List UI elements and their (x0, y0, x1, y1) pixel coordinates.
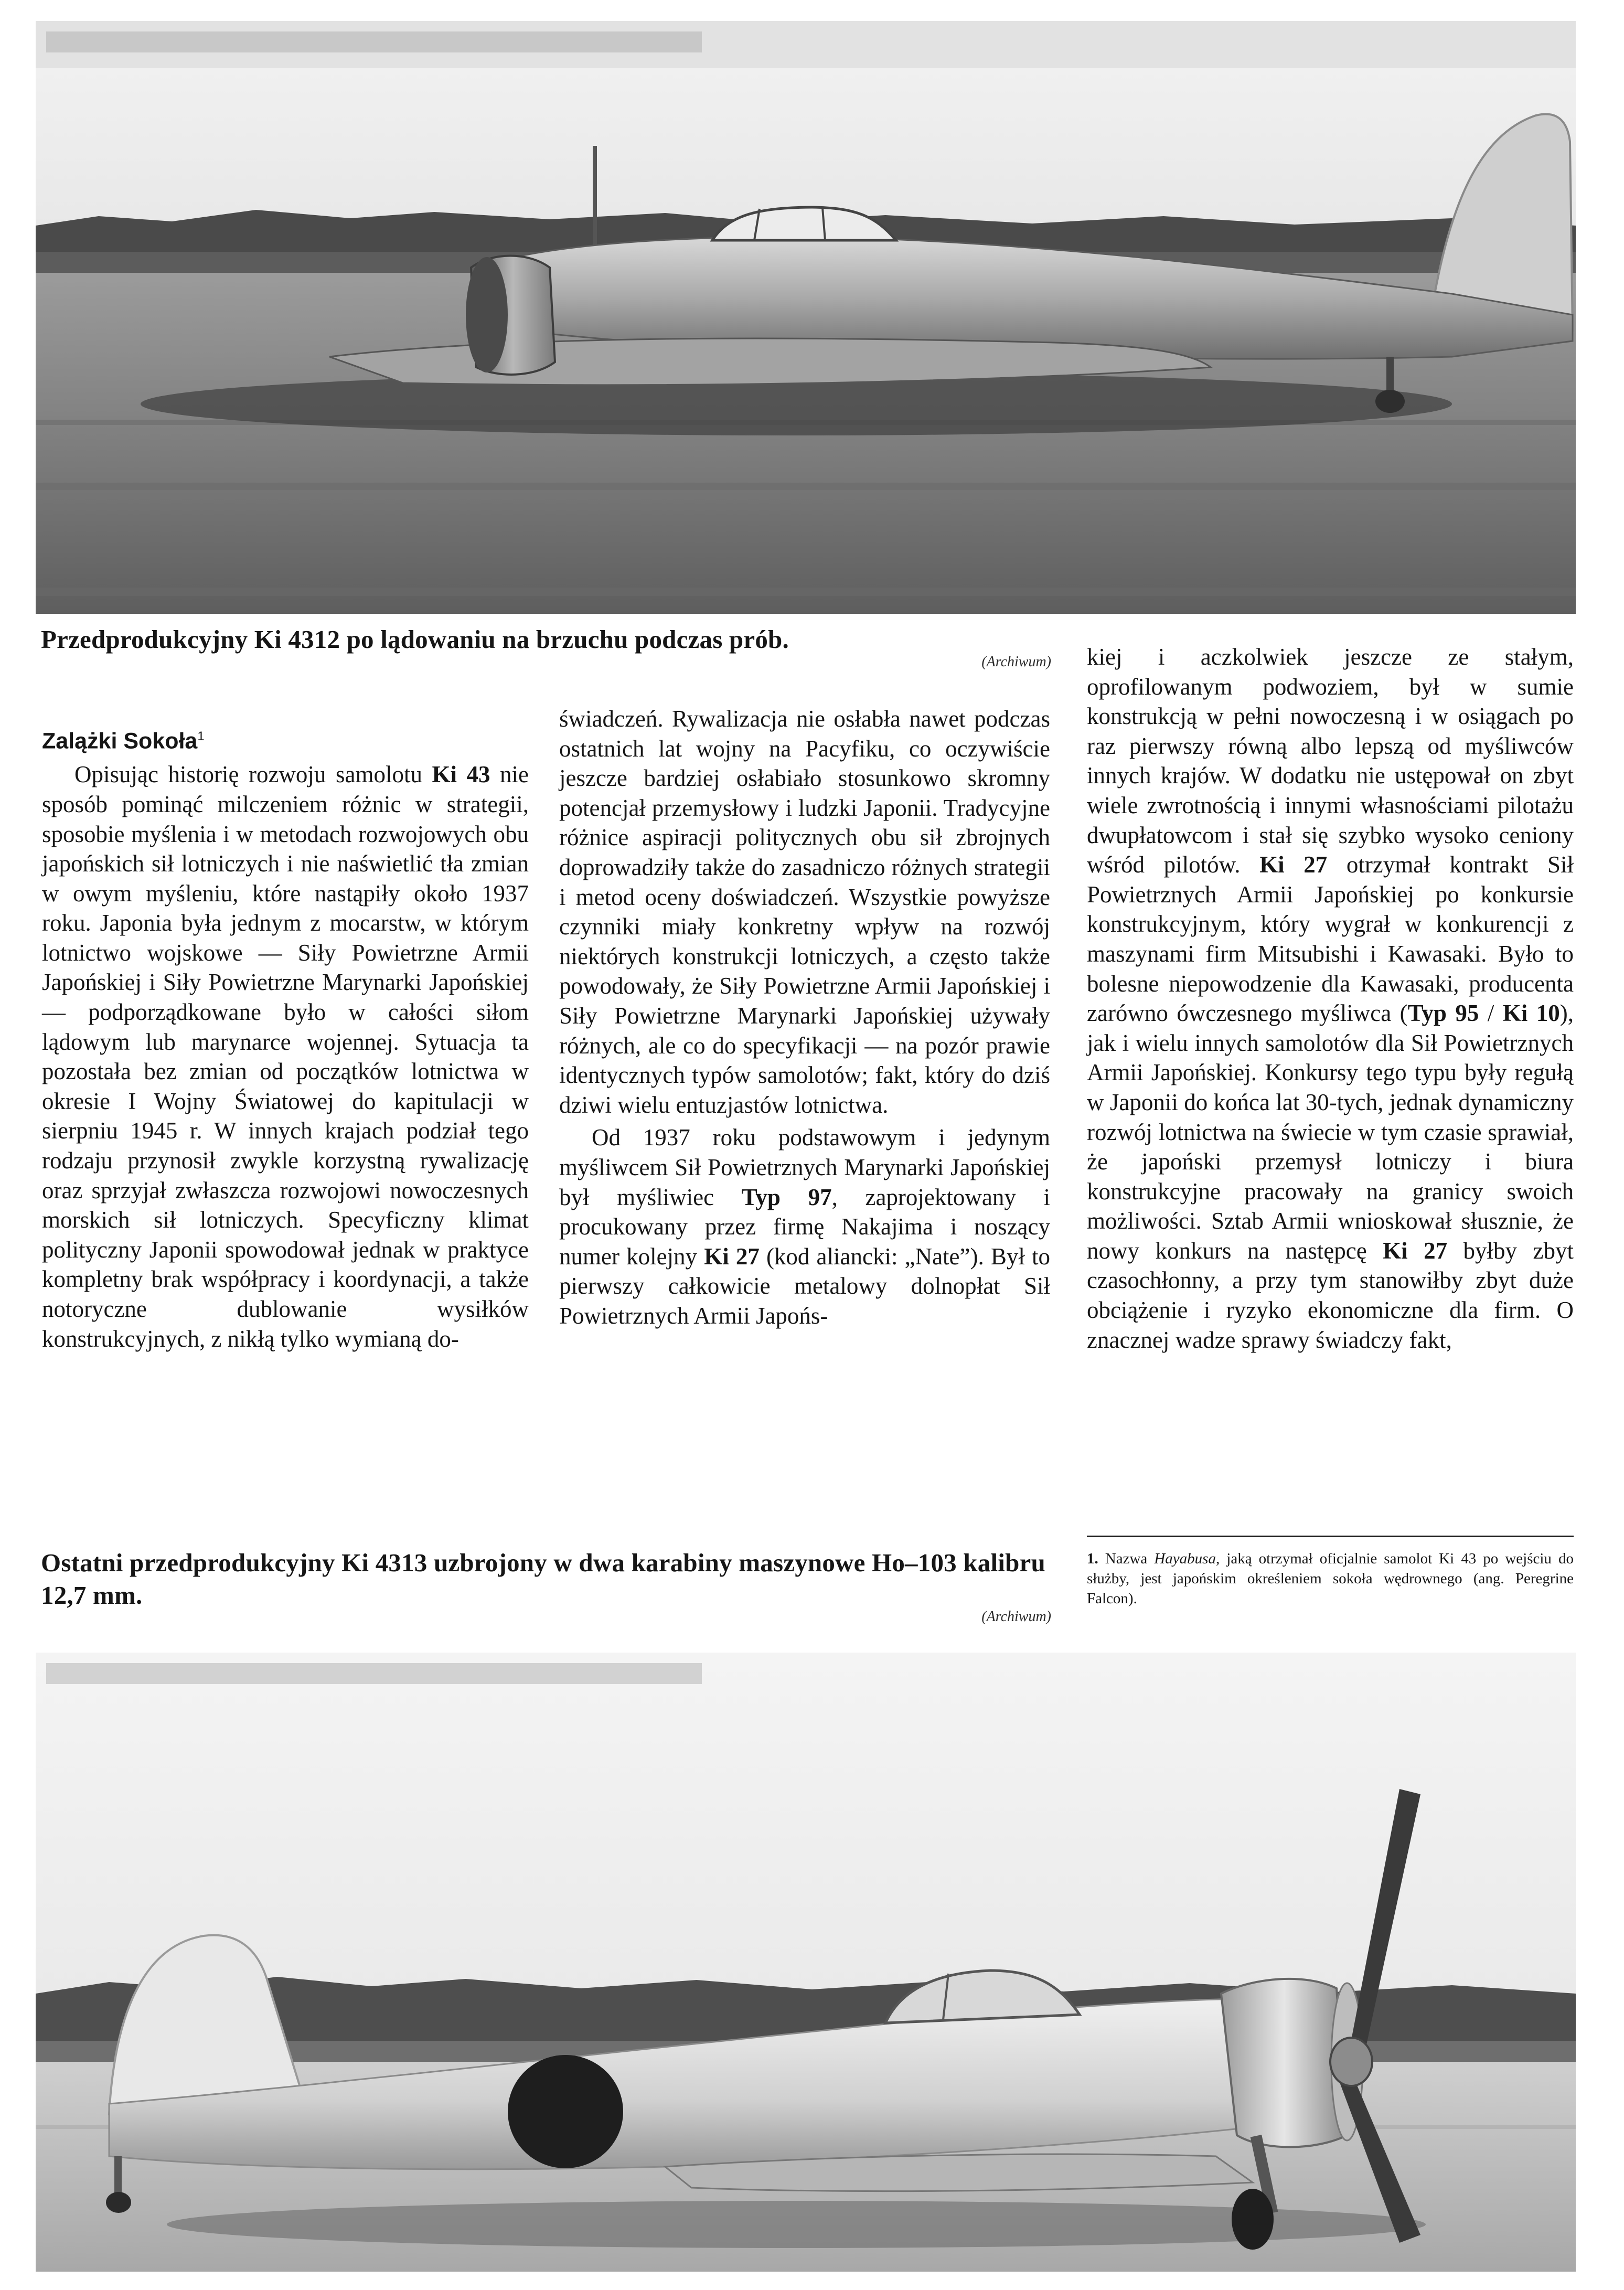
top-photo-image (36, 21, 1576, 614)
bottom-photo-credit: (Archiwum) (981, 1609, 1051, 1625)
footnote: 1. Nazwa Hayabusa, jaką otrzymał oficjalnie samolot Ki 43 po wejściu do służby, jest japońskim określeniem sokoła wędrownego (ang. Peregrine Falcon). (1087, 1550, 1574, 1607)
paragraph: Opisując historię rozwoju samolotu Ki 43 nie sposób pominąć milczeniem różnic w strategii, sposobie myślenia i w metodach rozwojowych obu japońskich sił lotniczych i nie naświetlić tła zmian w owym myśleniu, które nastąpiły około 1937 roku. Japonia była jednym z mocarstw, w którym lotnictwo wojskowe — Siły Powietrzne Armii Japońskiej i Siły Powietrzne Marynarki Japońskiej — podporządkowane było w całości siłom lądowym lub marynarce wojennej. Sytuacja ta pozostała bez zmian od początków lotnictwa w okresie I Wojny Światowej do kapitulacji w sierpniu 1945 r. W innych krajach podział tego rodzaju przynosił zwykle korzystną rywalizację oraz sprzyjał zwłaszcza rozwojowi nowoczesnych morskich sił lotniczych. Specyficzny klimat polityczny Japonii spowodował jednak w praktyce kompletny brak współpracy i koordynacji, a także notoryczne dublowanie wysiłków konstrukcyjnych, z nikłą tylko wymianą do- (42, 761, 529, 1352)
bottom-photo-caption: Ostatni przedprodukcyjny Ki 4313 uzbrojony w dwa karabiny maszynowe Ho–103 kalibru 12,7 mm. (41, 1548, 1045, 1610)
footnote-rule (1087, 1536, 1574, 1537)
bottom-photo-image (36, 1653, 1576, 2272)
top-photo-caption: Przedprodukcyjny Ki 4312 po lądowaniu na brzuchu podczas prób. (41, 625, 789, 654)
text-column-3 (1087, 642, 1574, 1355)
text-column-1 (42, 722, 529, 1354)
top-photo-credit: (Archiwum) (981, 654, 1051, 670)
bottom-photo (36, 1653, 1576, 2272)
text-column-2 (559, 704, 1050, 1330)
paragraph: kiej i aczkolwiek jeszcze ze stałym, oprofilowanym podwoziem, był w sumie konstrukcją w pełni nowoczesną i w osiągach po raz pierwszy równą albo lepszą od myśliwców innych krajów. W dodatku nie ustępował on zbyt wiele zwrotnością i innymi własnościami pilotażu dwupłatowcom i stał się szybko wysoko ceniony wśród pilotów. Ki 27 otrzymał kontrakt Sił Powietrznych Armii Japońskiej po konkursie konstrukcyjnym, który wygrał w konkurencji z maszynami firm Mitsubishi i Kawasaki. Było to bolesne niepowodzenie dla Kawasaki, producenta zarówno ówczesnego myśliwca (Typ 95 / Ki 10), jak i wielu innych samolotów dla Sił Powietrznych Armii Japońskiej. Konkursy tego typu były regułą w Japonii do końca lat 30-tych, jednak dynamiczny rozwój lotnictwa na świecie w tym czasie sprawiał, że japoński przemysł lotniczy i biura konstrukcyjne pracowały na granicy swoich możliwości. Sztab Armii wnioskował słusznie, że nowy konkurs na następcę Ki 27 byłby zbyt czasochłonny, a przy tym stanowiłby zbyt duże obciążenie i ryzyko ekonomiczne dla firm. O znacznej wadze sprawy świadczy fakt, (1087, 644, 1574, 1353)
paragraph: Od 1937 roku podstawowym i jedynym myśliwcem Sił Powietrznych Marynarki Japońskiej był myśliwiec Typ 97, zaprojektowany i procukowany przez firmę Nakajima i noszący numer kolejny Ki 27 (kod aliancki: „Nate”). Był to pierwszy całkowicie metalowy dolnopłat Sił Powietrznych Armii Japońs- (559, 1124, 1051, 1329)
paragraph: świadczeń. Rywalizacja nie osłabła nawet podczas ostatnich lat wojny na Pacyfiku, co oczywiście jeszcze bardziej osłabiało stosunkowo skromny potencjał przemysłowy i ludzki Japonii. Tradycyjne różnice aspiracji politycznych obu sił zbrojnych doprowadziły także do zasadniczo różnych strategii i metod oceny doświadczeń. Wszystkie powyższe czynniki miały konkretny wpływ na rozwój niektórych konstrukcji lotniczych, a często także powodowały, że Siły Powietrzne Armii Japońskiej i Siły Powietrzne Marynarki Japońskiej używały różnych, ale co do specyfikacji — na pozór prawie identycznych typów samolotów; fakt, który do dziś dziwi wielu entuzjastów lotnictwa. (559, 706, 1050, 1118)
top-photo (36, 21, 1576, 614)
footnote-mark: 1 (197, 729, 205, 743)
section-heading: Zalążki Sokoła$^1$ (42, 728, 205, 754)
